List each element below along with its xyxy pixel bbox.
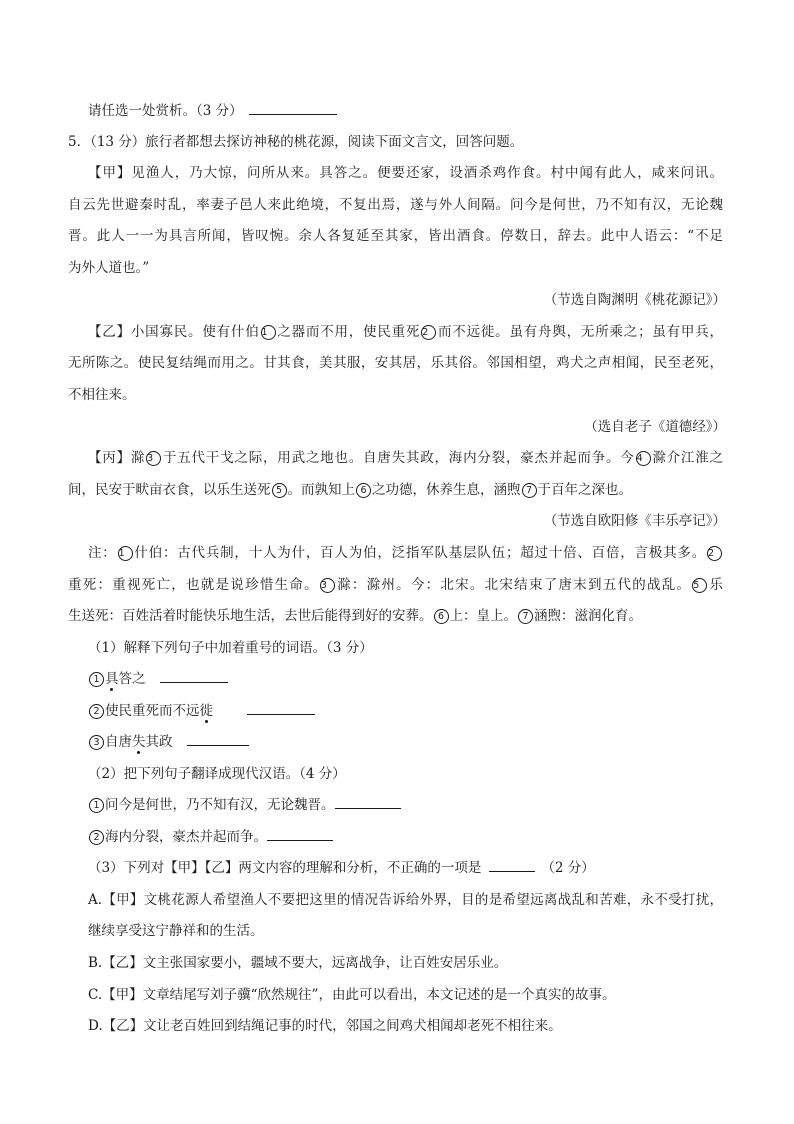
circled-number: 1 [89,672,104,687]
passage-jia-line: 【甲】见渔人，乃大惊，问所从来。具答之。便要还家，设酒杀鸡作食。村中闻有此人，咸来问讯。 [88,165,723,181]
passage-yi-source: （选自老子《道德经》） [584,419,726,435]
sub1-prompt: （1）解释下列句子中加着重号的词语。（3 分） [88,640,373,656]
option-c: C.【甲】文章结尾写刘子骥“欣然规往”，由此可以看出，本文记述的是一个真实的故事。 [88,987,616,1003]
passage-jia-line: 自云先世避秦时乱，率妻子邑人来此绝境，不复出焉，遂与外人间隔。问今是何世，乃不知有汉，无论魏 [68,197,723,213]
circled-number: 7 [518,609,533,624]
passage-bing-source: （节选自欧阳修《丰乐亭记》） [543,513,726,529]
circled-number: 2 [89,830,104,845]
notes-line: 生送死：百姓活着时能快乐地生活，去世后能得到好的安葬。 6 上：皇上。 7 涵煦：滋润化育。 [68,608,642,624]
circled-number: 1 [261,325,276,340]
circled-number: 2 [421,325,436,340]
circled-number: 6 [434,609,449,624]
option-a-cont: 继续享受这宁静祥和的生活。 [88,923,264,939]
passage-bing-line: 间，民安于畎亩衣食，以乐生送死 5 。而孰知上 6 之功德，休养生息，涵煦 7 于百年之深也。 [68,482,632,498]
answer-blank[interactable] [489,859,535,872]
circled-number: 1 [89,798,104,813]
sub2-prompt: （2）把下列句子翻译成现代汉语。（4 分） [88,766,346,782]
passage-yi-line: 无所陈之。使民复结绳而用之。甘其食，美其服，安其居，乐其俗。邻国相望，鸡犬之声相闻，民至老死， [68,355,723,371]
sub2-item: 2 海内分裂，豪杰并起而争。 [88,827,333,847]
circled-number: 3 [320,578,335,593]
passage-yi-line: 【乙】小国寡民。使有什伯 1 之器而不用，使民重死 2 而不远徙。虽有舟舆，无所乘之；虽有甲兵， [88,324,724,340]
answer-blank[interactable] [267,828,333,841]
answer-blank[interactable] [160,670,228,683]
prev-question: 请任选一处赏析。（3 分） [88,101,337,121]
notes-line: 重死：重视死亡，也就是说珍惜生命。 3 滁：滁州。今：北宋。北宋结束了唐末到五代的战乱。 5 乐 [68,577,724,593]
notes-line: 注： 1 什伯：古代兵制，十人为什，百人为伯，泛指军队基层队伍；超过十倍、百倍，言极其多。 2 [88,543,723,563]
option-d: D.【乙】文让老百姓回到结绳记事的时代，邻国之间鸡犬相闻却老死不相往来。 [88,1018,562,1034]
sub2-item: 1 问今是何世，乃不知有汉，无论魏晋。 [88,795,401,815]
passage-jia-line: 为外人道也。” [68,260,150,276]
answer-blank[interactable] [335,796,401,809]
circled-number: 5 [692,578,707,593]
option-a: A.【甲】文桃花源人希望渔人不要把这里的情况告诉给外界，目的是希望远离战乱和苦难，永不受打扰， [88,892,723,908]
circled-number: 1 [118,546,133,561]
circled-number: 6 [356,483,371,498]
sub3-prompt: （3）下列对【甲】【乙】两文内容的理解和分析，不正确的一项是 （2 分） [88,860,595,876]
circled-number: 2 [707,546,722,561]
answer-blank[interactable] [247,702,315,715]
circled-number: 7 [522,483,537,498]
passage-jia-source: （节选自陶渊明《桃花源记》） [543,292,726,308]
emphasis-mark: 徙 [199,703,213,719]
circled-number: 2 [89,704,104,719]
sub1-item: 2 使民重死而不远徙 [88,701,315,721]
circled-number: 5 [272,483,287,498]
answer-blank[interactable] [187,733,249,746]
option-b: B.【乙】文主张国家要小，疆域不要大，远离战争，让百姓安居乐业。 [88,955,508,971]
emphasis-mark: 具 [105,671,119,687]
question-5-header: 5．（13 分）旅行者都想去探访神秘的桃花源，阅读下面文言文，回答问题。 [68,134,524,150]
circled-number: 4 [636,451,651,466]
passage-jia-line: 晋。此人一一为具言所闻，皆叹惋。余人各复延至其家，皆出酒食。停数日，辞去。此中人语云：“不足 [68,228,723,244]
answer-blank[interactable] [249,102,337,115]
circled-number: 3 [89,735,104,750]
passage-yi-line: 不相往来。 [68,387,136,403]
circled-number: 3 [146,451,161,466]
emphasis-mark: 失 [132,734,146,750]
sub1-item: 1 具答之 [88,669,228,689]
sub1-item: 3 自唐失其政 [88,732,249,752]
passage-bing-line: 【丙】滁 3 于五代干戈之际，用武之地也。自唐失其政，海内分裂，豪杰并起而争。今 4 滁介江淮之 [88,450,724,466]
